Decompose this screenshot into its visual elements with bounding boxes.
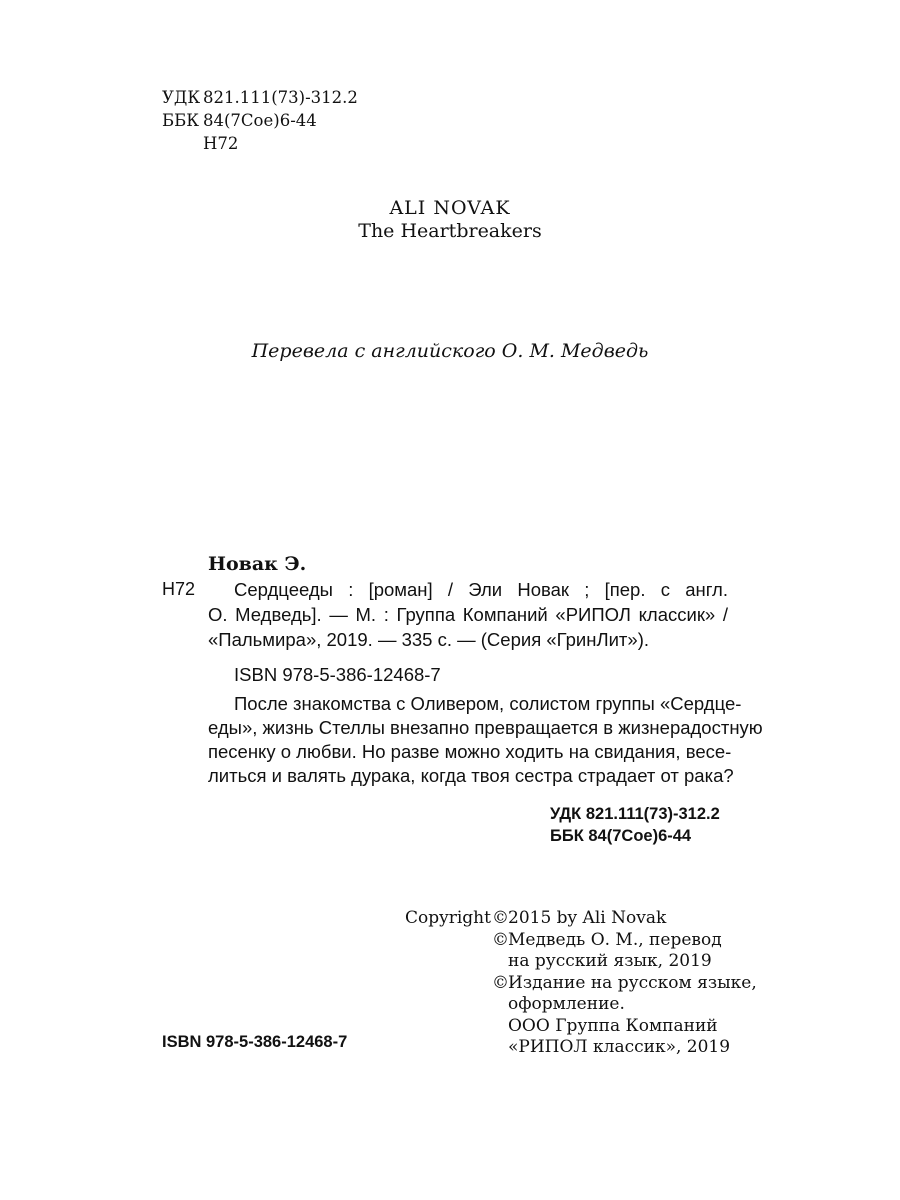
annotation-text	[208, 692, 763, 788]
annotation-line: песенку о любви. Но разве можно ходить на свидания, весе-	[208, 741, 732, 762]
catalog-code: Н72	[162, 579, 196, 599]
copyright-text: Издание на русском языке,	[508, 972, 757, 993]
copyright-row	[405, 1037, 757, 1059]
bbk-label: ББК	[162, 111, 200, 130]
isbn-bottom: ISBN 978-5-386-12468-7	[162, 1033, 348, 1051]
bbk-row	[162, 109, 358, 132]
catalog-author-heading: Новак Э.	[208, 553, 307, 575]
copyright-row	[405, 994, 757, 1016]
copyright-label: Copyright	[405, 908, 491, 928]
original-author: ALI NOVAK	[389, 197, 511, 219]
copyright-block	[405, 908, 757, 1059]
copyright-text: на русский язык, 2019	[508, 951, 712, 971]
bibliographic-description	[208, 577, 728, 652]
copyright-symbol: ©	[492, 908, 509, 928]
udk-label: УДК	[162, 88, 201, 107]
copyright-symbol: ©	[492, 972, 509, 993]
author-code: Н72	[203, 134, 239, 153]
annotation-line: После знакомства с Оливером, солистом группы «Сердце-	[234, 693, 742, 714]
copyright-row	[405, 973, 757, 995]
copyright-row	[405, 908, 757, 930]
copyright-text: 2015 by Ali Novak	[508, 908, 667, 928]
bbk-value: 84(7Сое)6-44	[203, 111, 317, 130]
annotation-line: еды», жизнь Стеллы внезапно превращается в жизнерадостную	[208, 717, 763, 738]
classification-block-top	[162, 86, 358, 155]
copyright-row	[405, 930, 757, 952]
author-code-row	[162, 132, 358, 155]
copyright-text: ООО Группа Компаний	[508, 1015, 718, 1036]
bib-line: О. Медведь]. — М. : Группа Компаний «РИПОЛ классик» /	[208, 604, 728, 625]
copyright-row	[405, 1016, 757, 1038]
udk-value: 821.111(73)-312.2	[203, 88, 358, 107]
copyright-text: Медведь О. М., перевод	[508, 929, 722, 950]
bib-line: Сердцееды : [роман] / Эли Новак ; [пер. с англ.	[234, 579, 728, 600]
copyright-row	[405, 951, 757, 973]
copyright-text: «РИПОЛ классик», 2019	[508, 1037, 731, 1057]
translator-credit: Перевела с английского О. М. Медведь	[251, 340, 649, 362]
bbk-bottom: ББК 84(7Сое)6-44	[550, 827, 692, 845]
bib-line: «Пальмира», 2019. — 335 с. — (Серия «ГринЛит»).	[208, 629, 649, 650]
annotation-line: литься и валять дурака, когда твоя сестра страдает от рака?	[208, 765, 734, 786]
catalog-isbn: ISBN 978-5-386-12468-7	[234, 664, 441, 685]
copyright-text: оформление.	[508, 994, 625, 1014]
udk-row	[162, 86, 358, 109]
udk-bottom: УДК 821.111(73)-312.2	[550, 805, 720, 823]
original-title: The Heartbreakers	[358, 220, 542, 242]
copyright-symbol: ©	[492, 929, 509, 950]
classification-block-bottom	[550, 803, 720, 847]
